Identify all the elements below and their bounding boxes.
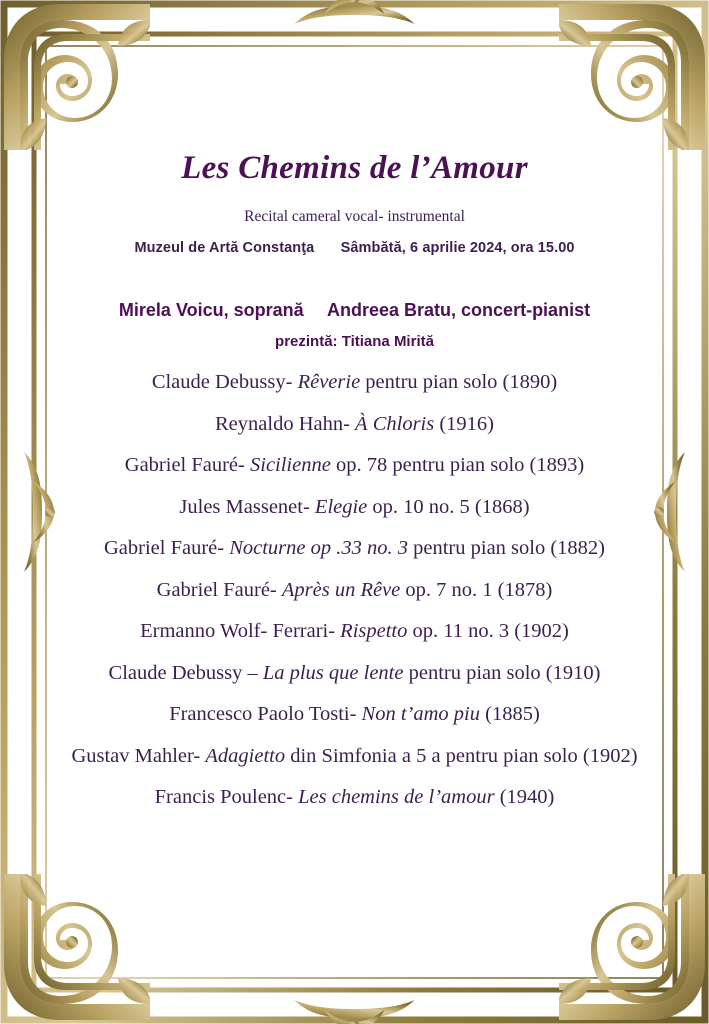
poster-content [58,150,651,808]
program-detail: op. 78 pentru pian solo (1893) [335,454,585,477]
list-item [58,704,651,725]
program-detail: op. 11 no. 3 (1902) [412,620,569,643]
venue-and-datetime [58,240,651,256]
list-item [58,580,651,601]
list-item [58,372,651,393]
program-detail: (1885) [485,703,540,726]
program-work: À Chloris [355,412,435,435]
program-work: Les chemins de l’amour [298,786,495,809]
program-composer: Reynaldo Hahn- [215,412,350,435]
datetime-label: Sâmbătă, 6 aprilie 2024, ora 15.00 [340,240,575,257]
list-item [58,455,651,476]
program-work: Adagietto [205,744,286,767]
program-work: Après un Rêve [281,578,401,601]
program-detail: pentru pian solo (1910) [408,661,601,684]
program-work: La plus que lente [262,661,404,684]
program-detail: pentru pian solo (1890) [365,371,558,394]
list-item [58,746,651,767]
performer-pianist: Andreea Bratu, concert-pianist [327,300,591,321]
presenter-label: prezintă: Titiana Mirită [275,333,434,351]
performers-line [58,300,651,321]
program-composer: Francis Poulenc- [154,786,293,809]
list-item [58,621,651,642]
list-item [58,414,651,435]
program-work: Rispetto [340,620,408,643]
program-composer: Jules Massenet- [179,495,310,518]
program-detail: op. 7 no. 1 (1878) [405,578,553,601]
program-composer: Ermanno Wolf- Ferrari- [140,620,336,643]
poster-subtitle: Recital cameral vocal- instrumental [244,208,465,226]
program-work: Sicilienne [250,454,331,477]
list-item [58,497,651,518]
program-work: Rêverie [297,371,361,394]
page-title: Les Chemins de l’Amour [181,150,528,186]
program-work: Non t’amo piu [361,703,480,726]
program-detail: pentru pian solo (1882) [413,537,606,560]
program-composer: Claude Debussy- [151,371,293,394]
program-detail: op. 10 no. 5 (1868) [372,495,530,518]
program-composer: Gabriel Fauré- [103,537,225,560]
program-composer: Claude Debussy – [108,661,258,684]
program-detail: din Simfonia a 5 a pentru pian solo (1902) [290,744,638,767]
program-work: Nocturne op .33 no. 3 [229,537,409,560]
venue-label: Muzeul de Artă Constanţa [134,240,315,257]
program-composer: Gustav Mahler- [71,744,201,767]
program-detail: (1940) [499,786,555,809]
list-item [58,787,651,808]
program-list [58,372,651,808]
performer-soprano: Mirela Voicu, soprană [118,300,304,321]
list-item [58,538,651,559]
program-work: Elegie [314,495,368,518]
program-composer: Gabriel Fauré- [156,578,277,601]
program-composer: Francesco Paolo Tosti- [169,703,357,726]
program-composer: Gabriel Fauré- [124,454,245,477]
program-detail: (1916) [439,412,494,435]
list-item [58,663,651,684]
